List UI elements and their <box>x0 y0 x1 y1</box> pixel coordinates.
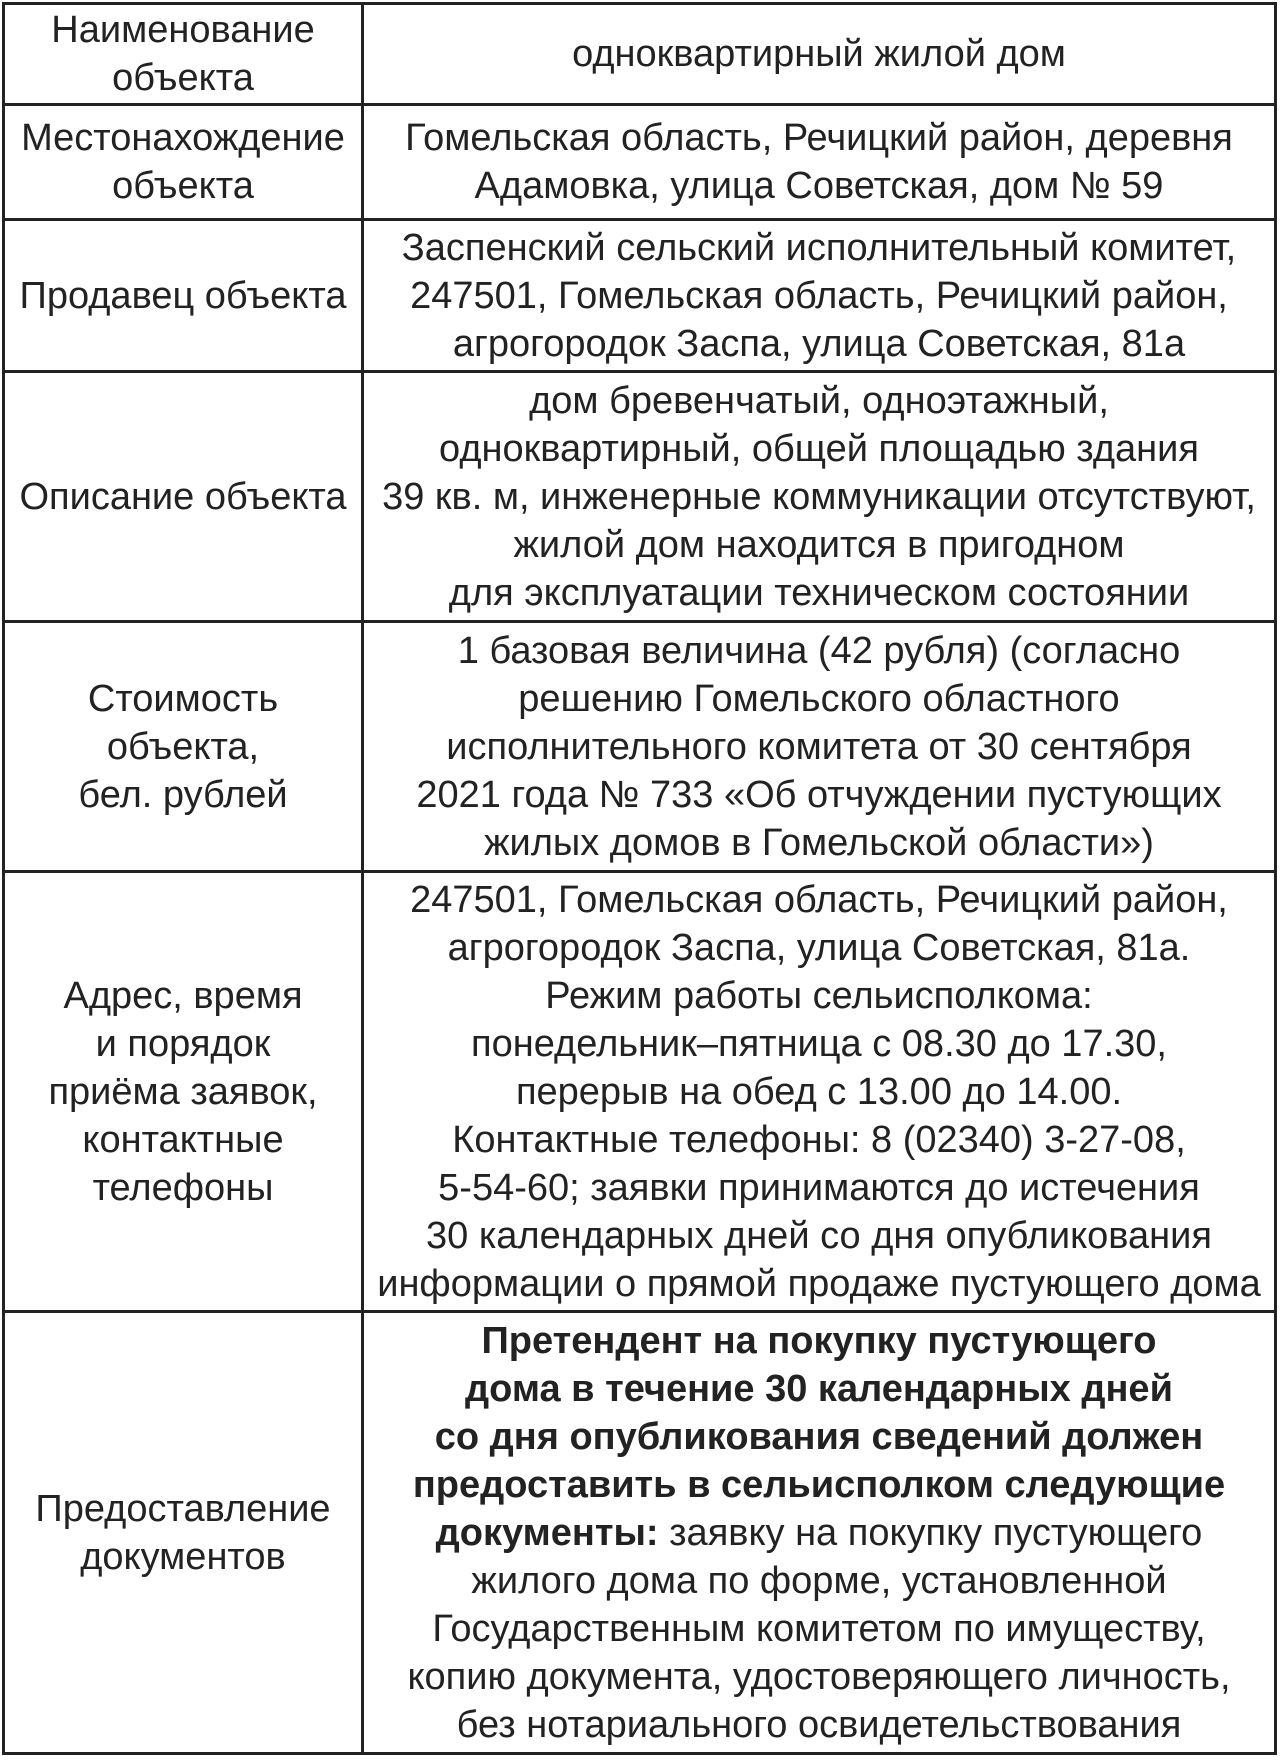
label-line: контактные <box>82 1118 284 1161</box>
label-line: телефоны <box>92 1166 274 1209</box>
table-row <box>4 1312 1276 1754</box>
label-line: объекта <box>112 165 254 207</box>
row-value-seller <box>363 220 1276 372</box>
value-line: Государственным комитетом по имуществу, <box>432 1607 1206 1650</box>
table-row <box>4 220 1276 372</box>
table-row <box>4 372 1276 622</box>
value-line: исполнительного комитета от 30 сентября <box>446 725 1192 768</box>
value-line: Гомельская область, Речицкий район, деревня <box>405 117 1233 159</box>
label-line: Адрес, время <box>63 974 303 1017</box>
value-line-bold: предоставить в сельисполком следующие <box>412 1463 1226 1506</box>
label-line: объекта, <box>106 725 260 768</box>
value-line: Режим работы сельисполкома: <box>545 974 1093 1017</box>
table-row <box>4 105 1276 220</box>
value-bold-fragment: документы: <box>435 1511 659 1554</box>
value-line: дом бревенчатый, одноэтажный, <box>529 379 1109 422</box>
row-label-location <box>4 105 363 220</box>
label-line: приёма заявок, <box>48 1070 318 1113</box>
value-line: Контактные телефоны: 8 (02340) 3-27-08, <box>452 1118 1186 1161</box>
row-label-object-name <box>4 4 363 105</box>
value-line: агрогородок Заспа, улица Советская, 81а <box>452 322 1186 365</box>
table-row <box>4 872 1276 1312</box>
value-line: Адамовка, улица Советская, дом № 59 <box>474 165 1164 207</box>
row-value-object-name <box>363 4 1276 105</box>
row-value-price <box>363 622 1276 872</box>
value-line: жилой дом находится в пригодном <box>513 523 1125 566</box>
row-label-description <box>4 372 363 622</box>
value-line: 2021 года № 733 «Об отчуждении пустующих <box>416 773 1222 816</box>
value-line: копию документа, удостоверяющего личность, <box>407 1655 1231 1698</box>
value-line: 39 кв. м, инженерные коммуникации отсутствуют, <box>382 475 1256 518</box>
property-info-table <box>2 2 1277 1755</box>
value-line: 1 базовая величина (42 рубля) (согласно <box>457 629 1181 672</box>
value-line: понедельник–пятница с 08.30 до 17.30, <box>471 1022 1167 1065</box>
value-line: для эксплуатации техническом состоянии <box>448 571 1190 614</box>
value-line: жилого дома по форме, установленной <box>471 1559 1167 1602</box>
label-line: бел. рублей <box>78 773 288 816</box>
row-label-application-address <box>4 872 363 1312</box>
row-value-location <box>363 105 1276 220</box>
label-line: объекта <box>112 57 254 99</box>
row-value-application-address <box>363 872 1276 1312</box>
row-value-documents <box>363 1312 1276 1754</box>
label-line: Продавец объекта <box>19 274 347 317</box>
label-line: Предоставление <box>35 1487 331 1530</box>
row-label-price <box>4 622 363 872</box>
value-line-bold: Претендент на покупку пустующего <box>481 1319 1157 1362</box>
value-line: 247501, Гомельская область, Речицкий район, <box>410 274 1228 317</box>
label-line: Описание объекта <box>19 475 347 518</box>
label-line: документов <box>80 1535 286 1578</box>
value-line: одноквартирный жилой дом <box>572 33 1066 75</box>
value-line-bold: со дня опубликования сведений должен <box>434 1415 1204 1458</box>
value-line: жилых домов в Гомельской области») <box>484 821 1154 864</box>
table-row <box>4 4 1276 105</box>
label-line: Стоимость <box>87 677 279 720</box>
value-line: одноквартирный, общей площадью здания <box>439 427 1199 470</box>
row-label-seller <box>4 220 363 372</box>
value-line-bold: дома в течение 30 календарных дней <box>465 1367 1173 1410</box>
label-line: и порядок <box>95 1022 271 1065</box>
label-line: Наименование <box>51 9 315 51</box>
value-line: 247501, Гомельская область, Речицкий район, <box>410 878 1228 921</box>
value-line: информации о прямой продаже пустующего дома <box>377 1262 1261 1305</box>
value-line: без нотариального освидетельствования <box>456 1703 1182 1746</box>
value-line: Заспенский сельский исполнительный комитет, <box>401 226 1237 269</box>
row-value-description <box>363 372 1276 622</box>
value-normal-fragment: заявку на покупку пустующего <box>658 1511 1203 1554</box>
value-line: перерыв на обед с 13.00 до 14.00. <box>515 1070 1123 1113</box>
value-line: решению Гомельского областного <box>518 677 1120 720</box>
row-label-documents <box>4 1312 363 1754</box>
value-line: 5-54-60; заявки принимаются до истечения <box>438 1166 1200 1209</box>
value-line: 30 календарных дней со дня опубликования <box>426 1214 1212 1257</box>
label-line: Местонахождение <box>21 117 345 159</box>
table-row <box>4 622 1276 872</box>
value-line-mixed <box>368 1509 1270 1557</box>
value-line: агрогородок Заспа, улица Советская, 81а. <box>447 926 1191 969</box>
